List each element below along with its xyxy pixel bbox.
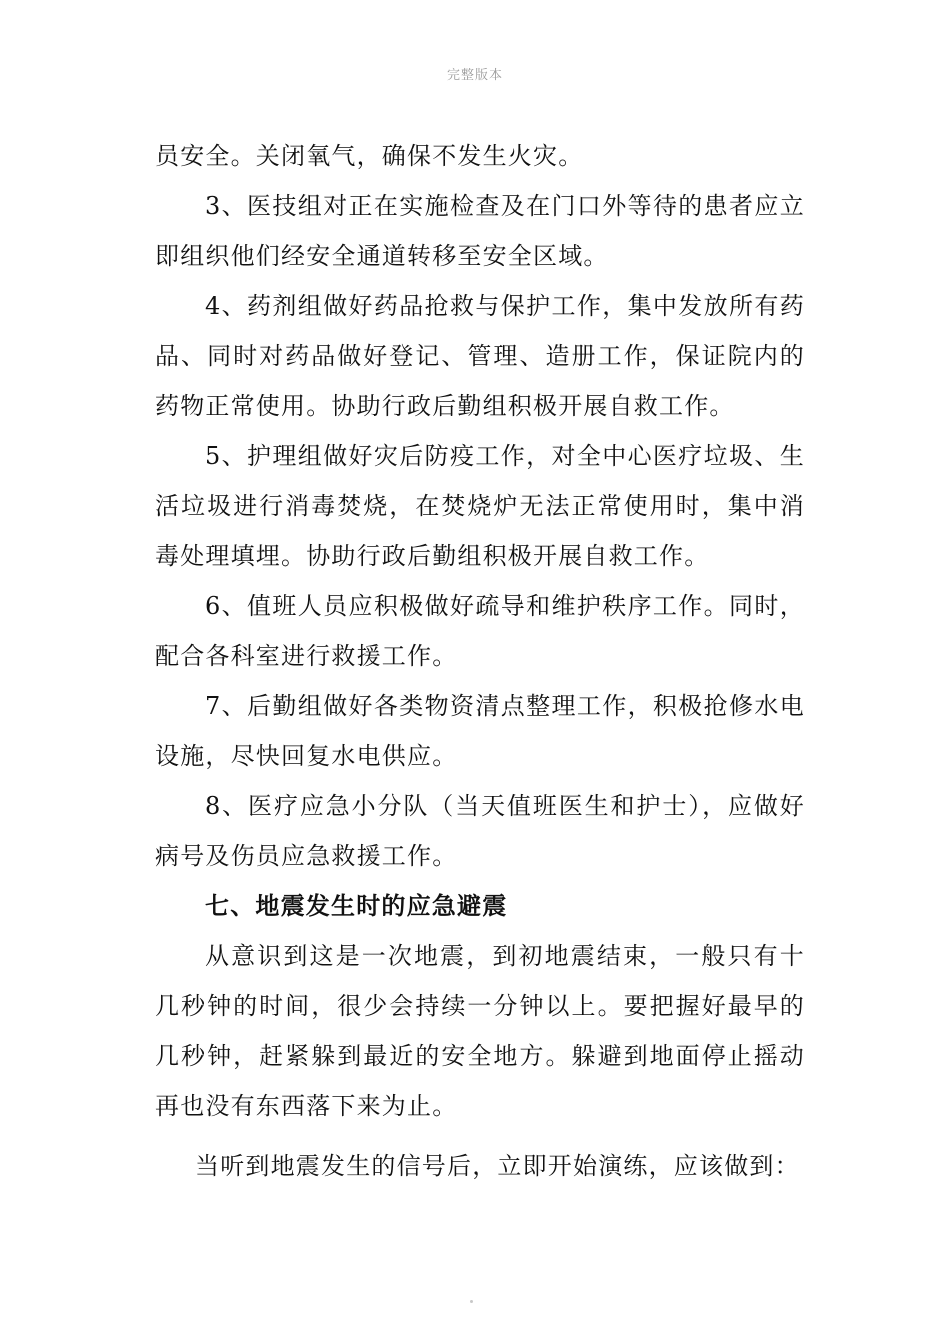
section-heading: 七、地震发生时的应急避震	[205, 891, 508, 920]
paragraph-continuation: 员安全。关闭氧气，确保不发生火灾。	[155, 142, 584, 170]
closing-paragraph: 当听到地震发生的信号后，立即开始演练，应该做到：	[195, 1152, 800, 1180]
page-footer-mark	[470, 1300, 473, 1303]
section-body-paragraph: 从意识到这是一次地震，到初地震结束，一般只有十几秒钟的时间，很少会持续一分钟以上。要把握好最早的几秒钟，赶紧躲到最近的安全地方。躲避到地面停止摇动再也没有东西落下来为止。	[155, 942, 805, 1120]
document-body	[155, 131, 805, 1191]
paragraph-item-5: 5、护理组做好灾后防疫工作，对全中心医疗垃圾、生活垃圾进行消毒焚烧，在焚烧炉无法正常使用时，集中消毒处理填埋。协助行政后勤组积极开展自救工作。	[155, 442, 805, 570]
paragraph-item-4: 4、药剂组做好药品抢救与保护工作，集中发放所有药品、同时对药品做好登记、管理、造册工作，保证院内的药物正常使用。协助行政后勤组积极开展自救工作。	[155, 292, 805, 420]
paragraph-item-7: 7、后勤组做好各类物资清点整理工作，积极抢修水电设施，尽快回复水电供应。	[155, 692, 805, 770]
paragraph-item-8: 8、医疗应急小分队（当天值班医生和护士），应做好病号及伤员应急救援工作。	[155, 792, 805, 870]
page-header: 完整版本	[446, 68, 503, 83]
paragraph-item-3: 3、医技组对正在实施检查及在门口外等待的患者应立即组织他们经安全通道转移至安全区域。	[155, 192, 805, 270]
paragraph-item-6: 6、值班人员应积极做好疏导和维护秩序工作。同时，配合各科室进行救援工作。	[155, 592, 805, 670]
